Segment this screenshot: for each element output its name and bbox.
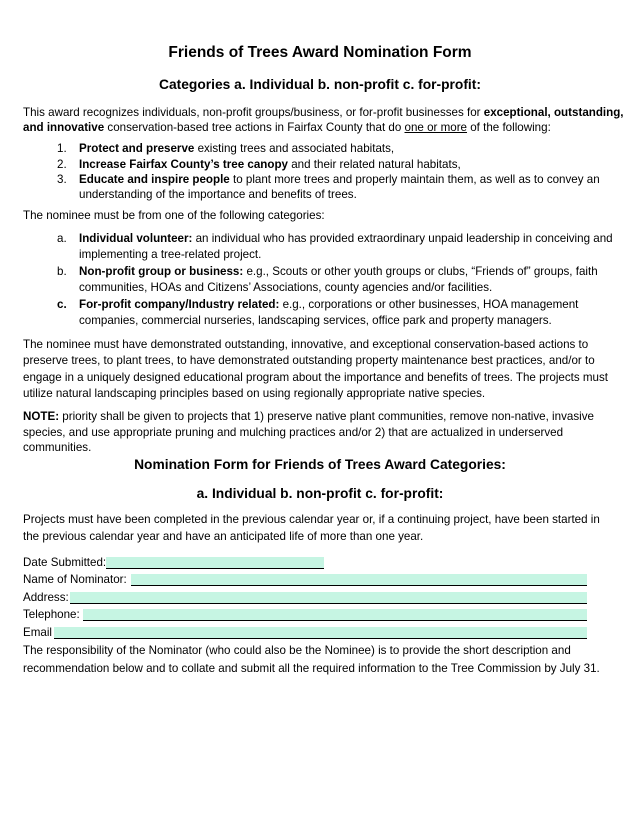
projects-line: the previous calendar year and have an anticipated life of more than one year.	[23, 530, 424, 543]
form-heading: Nomination Form for Friends of Trees Award Categories:	[134, 457, 506, 472]
list-item-continuation: implementing a tree-related project.	[79, 248, 262, 261]
list-item: For-profit company/Industry related: e.g., corporations or other businesses, HOA management	[79, 298, 579, 311]
intro-line-2: and innovative conservation-based tree actions in Fairfax County that do one or more of the following:	[23, 121, 551, 134]
date-submitted-label: Date Submitted:	[23, 556, 107, 569]
date-submitted-field[interactable]	[106, 557, 324, 569]
criteria-line: engage in a uniquely designed educational program about the importance and benefits of trees. The projects must	[23, 371, 609, 384]
address-field[interactable]	[70, 592, 587, 604]
list-item-continuation: understanding of the importance and benefits of trees.	[79, 188, 357, 201]
categories-heading: Categories a. Individual b. non-profit c. for-profit:	[159, 77, 481, 92]
list-marker: b.	[57, 265, 67, 278]
criteria-line: utilize natural landscaping principles based on using regionally appropriate native species.	[23, 387, 486, 400]
list-item: Educate and inspire people to plant more trees and properly maintain them, as well as to convey an	[79, 173, 600, 186]
list-marker: 1.	[57, 142, 67, 155]
nominee-intro: The nominee must be from one of the following categories:	[23, 209, 325, 222]
list-item: Individual volunteer: an individual who has provided extraordinary unpaid leadership in conceiving and	[79, 232, 613, 245]
responsibility-line: The responsibility of the Nominator (who could also be the Nominee) is to provide the short description and	[23, 644, 571, 657]
nominator-name-field[interactable]	[131, 574, 587, 586]
list-item: Increase Fairfax County’s tree canopy and their related natural habitats,	[79, 158, 461, 171]
list-item-continuation: companies, commercial nurseries, landscaping services, office park and property managers.	[79, 314, 552, 327]
list-marker: 3.	[57, 173, 67, 186]
responsibility-line: recommendation below and to collate and submit all the required information to the Tree Commission by July 31.	[23, 662, 600, 675]
note-line: species, and use appropriate pruning and mulching practices and/or 2) that are actualized in underserved	[23, 426, 564, 439]
telephone-label: Telephone:	[23, 608, 80, 621]
projects-line: Projects must have been completed in the previous calendar year or, if a continuing project, have been started in	[23, 513, 600, 526]
list-item-continuation: communities, HOAs and Citizens’ Associations, county agencies and/or facilities.	[79, 281, 493, 294]
telephone-field[interactable]	[83, 609, 587, 621]
criteria-line: The nominee must have demonstrated outstanding, innovative, and exceptional conservation-based actions to	[23, 338, 589, 351]
list-marker: 2.	[57, 158, 67, 171]
email-field[interactable]	[54, 627, 587, 639]
list-item: Protect and preserve existing trees and associated habitats,	[79, 142, 395, 155]
address-label: Address:	[23, 591, 69, 604]
criteria-line: preserve trees, to plant trees, to have demonstrated outstanding property maintenance best practices, and/or to	[23, 354, 595, 367]
list-item: Non-profit group or business: e.g., Scouts or other youth groups or clubs, “Friends of” groups, faith	[79, 265, 598, 278]
list-marker: a.	[57, 232, 67, 245]
note-line: communities.	[23, 441, 92, 454]
form-subheading: a. Individual b. non-profit c. for-profit:	[196, 486, 444, 501]
intro-line-1: This award recognizes individuals, non-profit groups/business, or for-profit businesses for exceptional, outstanding,	[23, 106, 624, 119]
email-label: Email	[23, 626, 52, 639]
list-marker: c.	[57, 298, 67, 311]
nominator-name-label: Name of Nominator:	[23, 573, 127, 586]
page-title: Friends of Trees Award Nomination Form	[168, 44, 472, 61]
note-line: NOTE: priority shall be given to projects that 1) preserve native plant communities, remove non-native, invasive	[23, 410, 594, 423]
